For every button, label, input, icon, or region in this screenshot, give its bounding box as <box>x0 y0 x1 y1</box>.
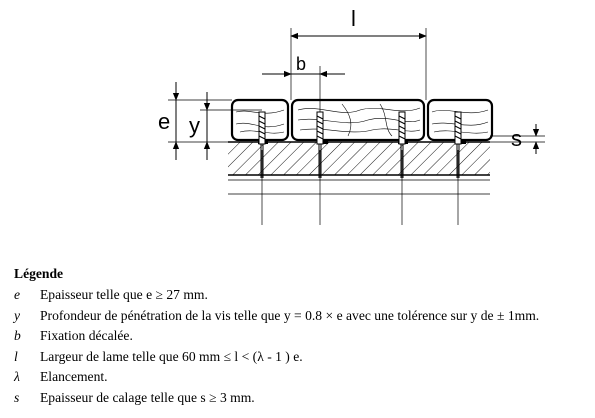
legend-item <box>14 369 589 390</box>
legend-symbol: e <box>14 287 21 302</box>
legend-item <box>14 287 589 308</box>
legend-item <box>14 349 589 370</box>
dimension-y <box>189 92 207 160</box>
label-l: l <box>351 6 356 31</box>
legend-title: Légende <box>14 266 64 281</box>
legend-text: Largeur de lame telle que 60 mm ≤ l < (λ - 1 ) e. <box>40 348 303 364</box>
dimension-e <box>158 82 176 160</box>
legend-symbol: b <box>14 328 21 344</box>
legend <box>14 266 589 411</box>
legend-text: Epaisseur de calage telle que s ≥ 3 mm. <box>40 389 255 405</box>
legend-item <box>14 328 589 349</box>
deck-boards <box>232 100 492 140</box>
label-e: e <box>158 109 171 134</box>
dimension-b <box>262 54 345 74</box>
label-b: b <box>296 54 307 74</box>
legend-symbol: λ <box>14 369 20 385</box>
label-y: y <box>189 113 200 138</box>
legend-text: Fixation décalée. <box>40 328 133 344</box>
legend-text: Epaisseur telle que e ≥ 27 mm. <box>40 287 208 302</box>
legend-symbol: l <box>14 348 18 364</box>
dimension-l <box>291 6 426 36</box>
joist <box>228 142 490 194</box>
legend-symbol: s <box>14 389 20 405</box>
label-s: s <box>511 126 522 151</box>
legend-text: Elancement. <box>40 369 108 385</box>
legend-item <box>14 308 589 329</box>
legend-symbol: y <box>14 307 21 323</box>
legend-item <box>14 390 589 411</box>
legend-text: Profondeur de pénétration de la vis telle que y = 0.8 × e avec une tolérence sur y de ± 1mm. <box>40 307 540 323</box>
dimension-s <box>511 124 536 154</box>
